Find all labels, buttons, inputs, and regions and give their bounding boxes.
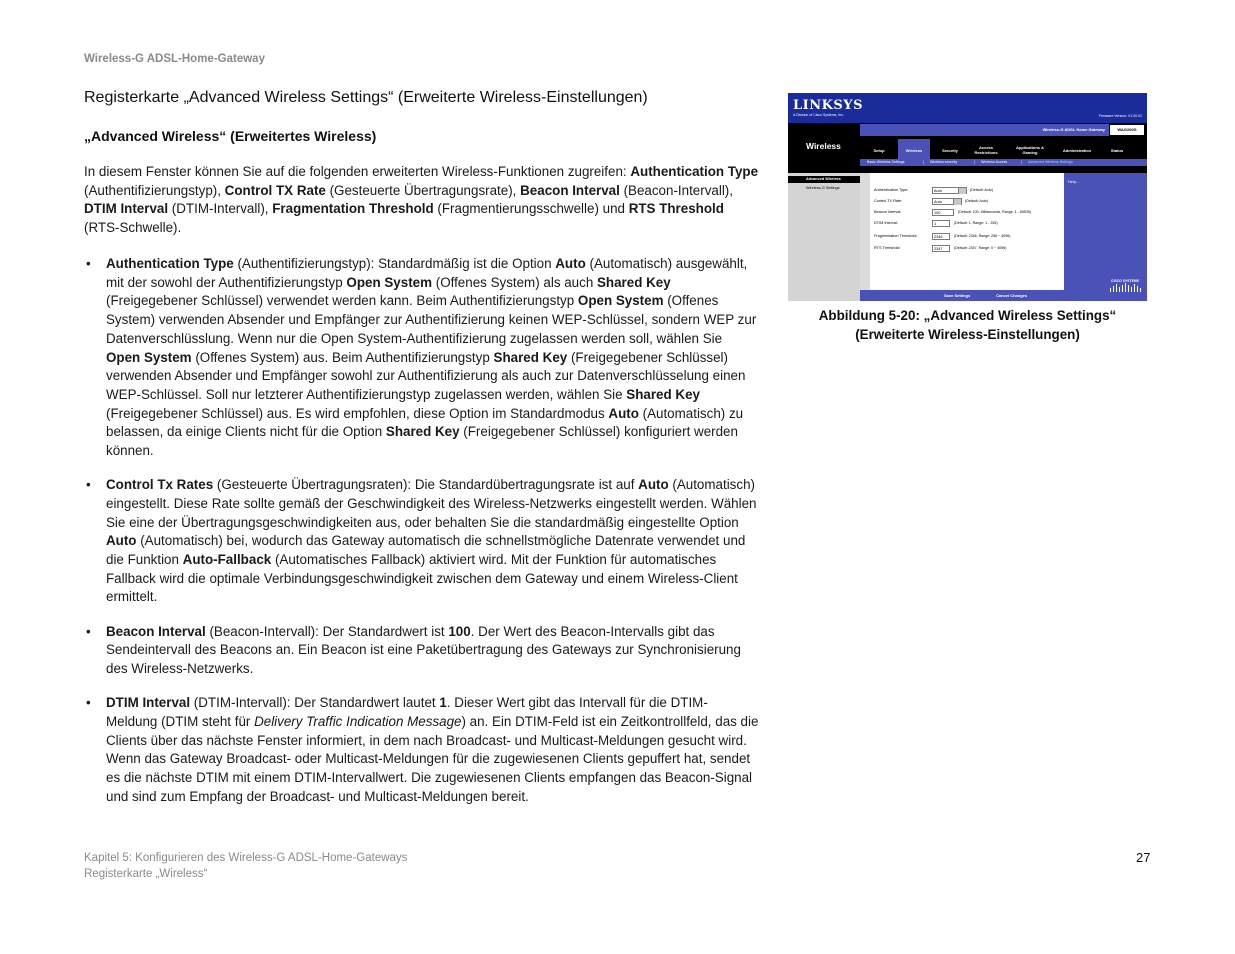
- tab-setup[interactable]: Setup: [873, 148, 885, 153]
- feature-list: [84, 255, 759, 822]
- subtab-wireless-security[interactable]: Wireless security: [930, 160, 958, 164]
- field-hint: (Default: 100, Milliseconds, Range: 1 - 65535): [958, 210, 1032, 214]
- list-item-control-tx-rates: • Control Tx Rates (Gesteuerte Übertragungsraten): Die Standardübertragungsrate ist auf Auto (Automatisch) eingestellt. Diese Rate sollte gemäß der Geschwindigkeit des Wireless-Netzwerks eingestellt werden. Wählen Sie eine der Übertragungsgeschwindigkeiten aus, oder behalten Sie die standardmäßig eingestellte Option Auto (Automatisch) bei, wodurch das Gateway automatisch die schnellstmögliche Datenrate verwendet und die Funktion Auto-Fallback (Automatisches Fallback) aktiviert wird. Mit der Funktion für automatisches Fallback wird die optimale Verbindungsgeschwindigkeit zwischen dem Gateway und einem Wireless-Client ermittelt.: [84, 476, 759, 607]
- field-hint: (Default: Auto): [970, 188, 993, 192]
- cancel-changes-button[interactable]: Cancel Changes: [996, 293, 1028, 298]
- model-badge: WAG200G: [1110, 125, 1144, 135]
- help-link[interactable]: Help...: [1068, 180, 1079, 184]
- tab-access-restrictions[interactable]: Access Restrictions: [974, 145, 998, 155]
- cisco-logo-text: CISCO SYSTEMS: [1111, 279, 1139, 283]
- footer-section: Registerkarte „Wireless“: [84, 868, 208, 880]
- section-label: Wireless: [806, 141, 841, 151]
- tab-security[interactable]: Security: [942, 148, 958, 153]
- sub-title: „Advanced Wireless“ (Erweitertes Wireless): [84, 128, 377, 144]
- field-hint: (Default: Auto): [965, 199, 988, 203]
- side-item-wireless-g: Wireless-G Settings: [806, 186, 840, 190]
- field-label: Fragmentation Threshold:: [874, 234, 918, 238]
- tab-wireless[interactable]: Wireless: [898, 139, 930, 159]
- logo-subtitle: A Division of Cisco Systems, Inc.: [793, 113, 844, 117]
- tab-applications-gaming[interactable]: Applications & Gaming: [1015, 145, 1044, 155]
- dtim-interval-input[interactable]: 1: [932, 220, 950, 227]
- figure-caption: [788, 306, 1147, 344]
- page-number: 27: [1136, 850, 1151, 865]
- fragmentation-threshold-input[interactable]: 2346: [932, 233, 950, 240]
- field-hint: (Default: 2346, Range: 256 ~ 4096): [954, 234, 1011, 238]
- section-title: Registerkarte „Advanced Wireless Settings“ (Erweiterte Wireless-Einstellungen): [84, 89, 648, 106]
- firmware-version: Firmware Version: V1.00.01: [1098, 114, 1142, 118]
- running-header: Wireless-G ADSL-Home-Gateway: [84, 53, 265, 65]
- field-label: RTS Threshold:: [874, 246, 901, 250]
- rts-threshold-input[interactable]: 2347: [932, 245, 950, 252]
- advanced-wireless-screenshot: [788, 93, 1147, 301]
- footer-chapter: Kapitel 5: Konfigurieren des Wireless-G ADSL-Home-Gateways: [84, 852, 408, 864]
- control-tx-rate-select[interactable]: Auto: [932, 198, 962, 205]
- subtab-separator: |: [1021, 160, 1022, 164]
- intro-paragraph: In diesem Fenster können Sie auf die folgenden erweiterten Wireless-Funktionen zugreifen: Authentication Type (Authentifizierungstyp), Control TX Rate (Gesteuerte Übertragungsrate), Beacon Interval (Beacon-Intervall), DTIM Interval (DTIM-Intervall), Fragmentation Threshold (Fragmentierungsschwelle) und RTS Threshold (RTS-Schwelle).: [84, 164, 759, 236]
- main-tabs: [860, 139, 1147, 159]
- field-label: Beacon Interval:: [874, 210, 902, 214]
- nav-underline: [860, 166, 1147, 173]
- sub-tabs: [860, 159, 1147, 166]
- linksys-logo: LINKSYS: [793, 98, 863, 113]
- button-bar: [860, 290, 1064, 301]
- caption-line-1: Abbildung 5-20: „Advanced Wireless Settings“: [818, 308, 1117, 323]
- list-item-beacon-interval: • Beacon Interval (Beacon-Intervall): Der Standardwert ist 100. Der Wert des Beacon-Intervalls gibt das Sendeintervall des Beacons an. Ein Beacon ist eine Paketübertragung des Gateways zur Synchronisierung des Wireless-Netzwerks.: [84, 623, 759, 679]
- subtab-basic-wireless[interactable]: Basic Wireless Settings: [867, 160, 905, 164]
- cisco-bridge-icon: [1108, 283, 1142, 292]
- subtab-separator: |: [923, 160, 924, 164]
- field-hint: (Default: 2347, Range: 0 ~ 4096): [954, 246, 1007, 250]
- side-panel: [788, 173, 860, 301]
- subtab-separator: |: [974, 160, 975, 164]
- field-label: Control TX Rate:: [874, 199, 903, 203]
- product-bar: [860, 124, 1109, 136]
- subtab-wireless-access[interactable]: Wireless Access: [981, 160, 1008, 164]
- footer: [84, 850, 407, 882]
- side-heading: Advanced Wireless: [788, 176, 860, 183]
- tab-status[interactable]: Status: [1110, 148, 1124, 153]
- cisco-logo: [1108, 279, 1142, 295]
- tab-administration[interactable]: Administration: [1062, 148, 1092, 153]
- list-item-dtim-interval: • DTIM Interval (DTIM-Intervall): Der Standardwert lautet 1. Dieser Wert gibt das Intervall für die DTIM-Meldung (DTIM steht für Delivery Traffic Indication Message) an. Ein DTIM-Feld ist ein Zeitkontrollfeld, das die Clients über das nächste Fenster informiert, in dem nach Broadcast- und Multicast-Meldungen gesucht wird. Wenn das Gateway Broadcast- oder Multicast-Meldungen für die zugewiesenen Clients gepuffert hat, sendet es die nächste DTIM mit einem DTIM-Intervallwert. Die zugewiesenen Clients empfangen das Beacon-Signal und sind zum Empfang der Broadcast- und Multicast-Meldungen bereit.: [84, 694, 759, 806]
- beacon-interval-input[interactable]: 100: [932, 209, 954, 216]
- product-name: Wireless-G ADSL Home Gateway: [1042, 127, 1105, 132]
- subtab-advanced-wireless[interactable]: Advanced Wireless Settings: [1028, 160, 1073, 164]
- save-settings-button[interactable]: Save Settings: [944, 293, 971, 298]
- list-item-authentication-type: • Authentication Type (Authentifizierungstyp): Standardmäßig ist die Option Auto (Automatisch) ausgewählt, mit der sowohl der Authentifizierungstyp Open System (Offenes System) als auch Shared Key (Freigegebener Schlüssel) verwendet werden kann. Beim Authentifizierungstyp Open System (Offenes System) verwenden Absender und Empfänger zur Authentifizierung keinen WEP-Schlüssel, sondern WEP zur Datenverschlüsslung. Wenn nur die Open System-Authentifizierung zugelassen werden soll, wählen Sie Open System (Offenes System) aus. Beim Authentifizierungstyp Shared Key (Freigegebener Schlüssel) verwenden Absender und Empfänger sowohl zur Authentifizierung als auch zur Datenverschlüsselung einen WEP-Schlüssel. Soll nur letzterer Authentifizierungstyp zugelassen werden, wählen Sie Shared Key (Freigegebener Schlüssel) aus. Es wird empfohlen, diese Option im Standardmodus Auto (Automatisch) zu belassen, da einige Clients nicht für die Option Shared Key (Freigegebener Schlüssel) konfiguriert werden können.: [84, 255, 759, 461]
- caption-line-2: (Erweiterte Wireless-Einstellungen): [855, 327, 1080, 342]
- field-label: Authentication Type:: [874, 188, 909, 192]
- field-label: DTIM Interval:: [874, 221, 898, 225]
- field-hint: (Default: 1, Range: 1 - 255): [954, 221, 998, 225]
- authentication-type-select[interactable]: Auto: [932, 187, 967, 194]
